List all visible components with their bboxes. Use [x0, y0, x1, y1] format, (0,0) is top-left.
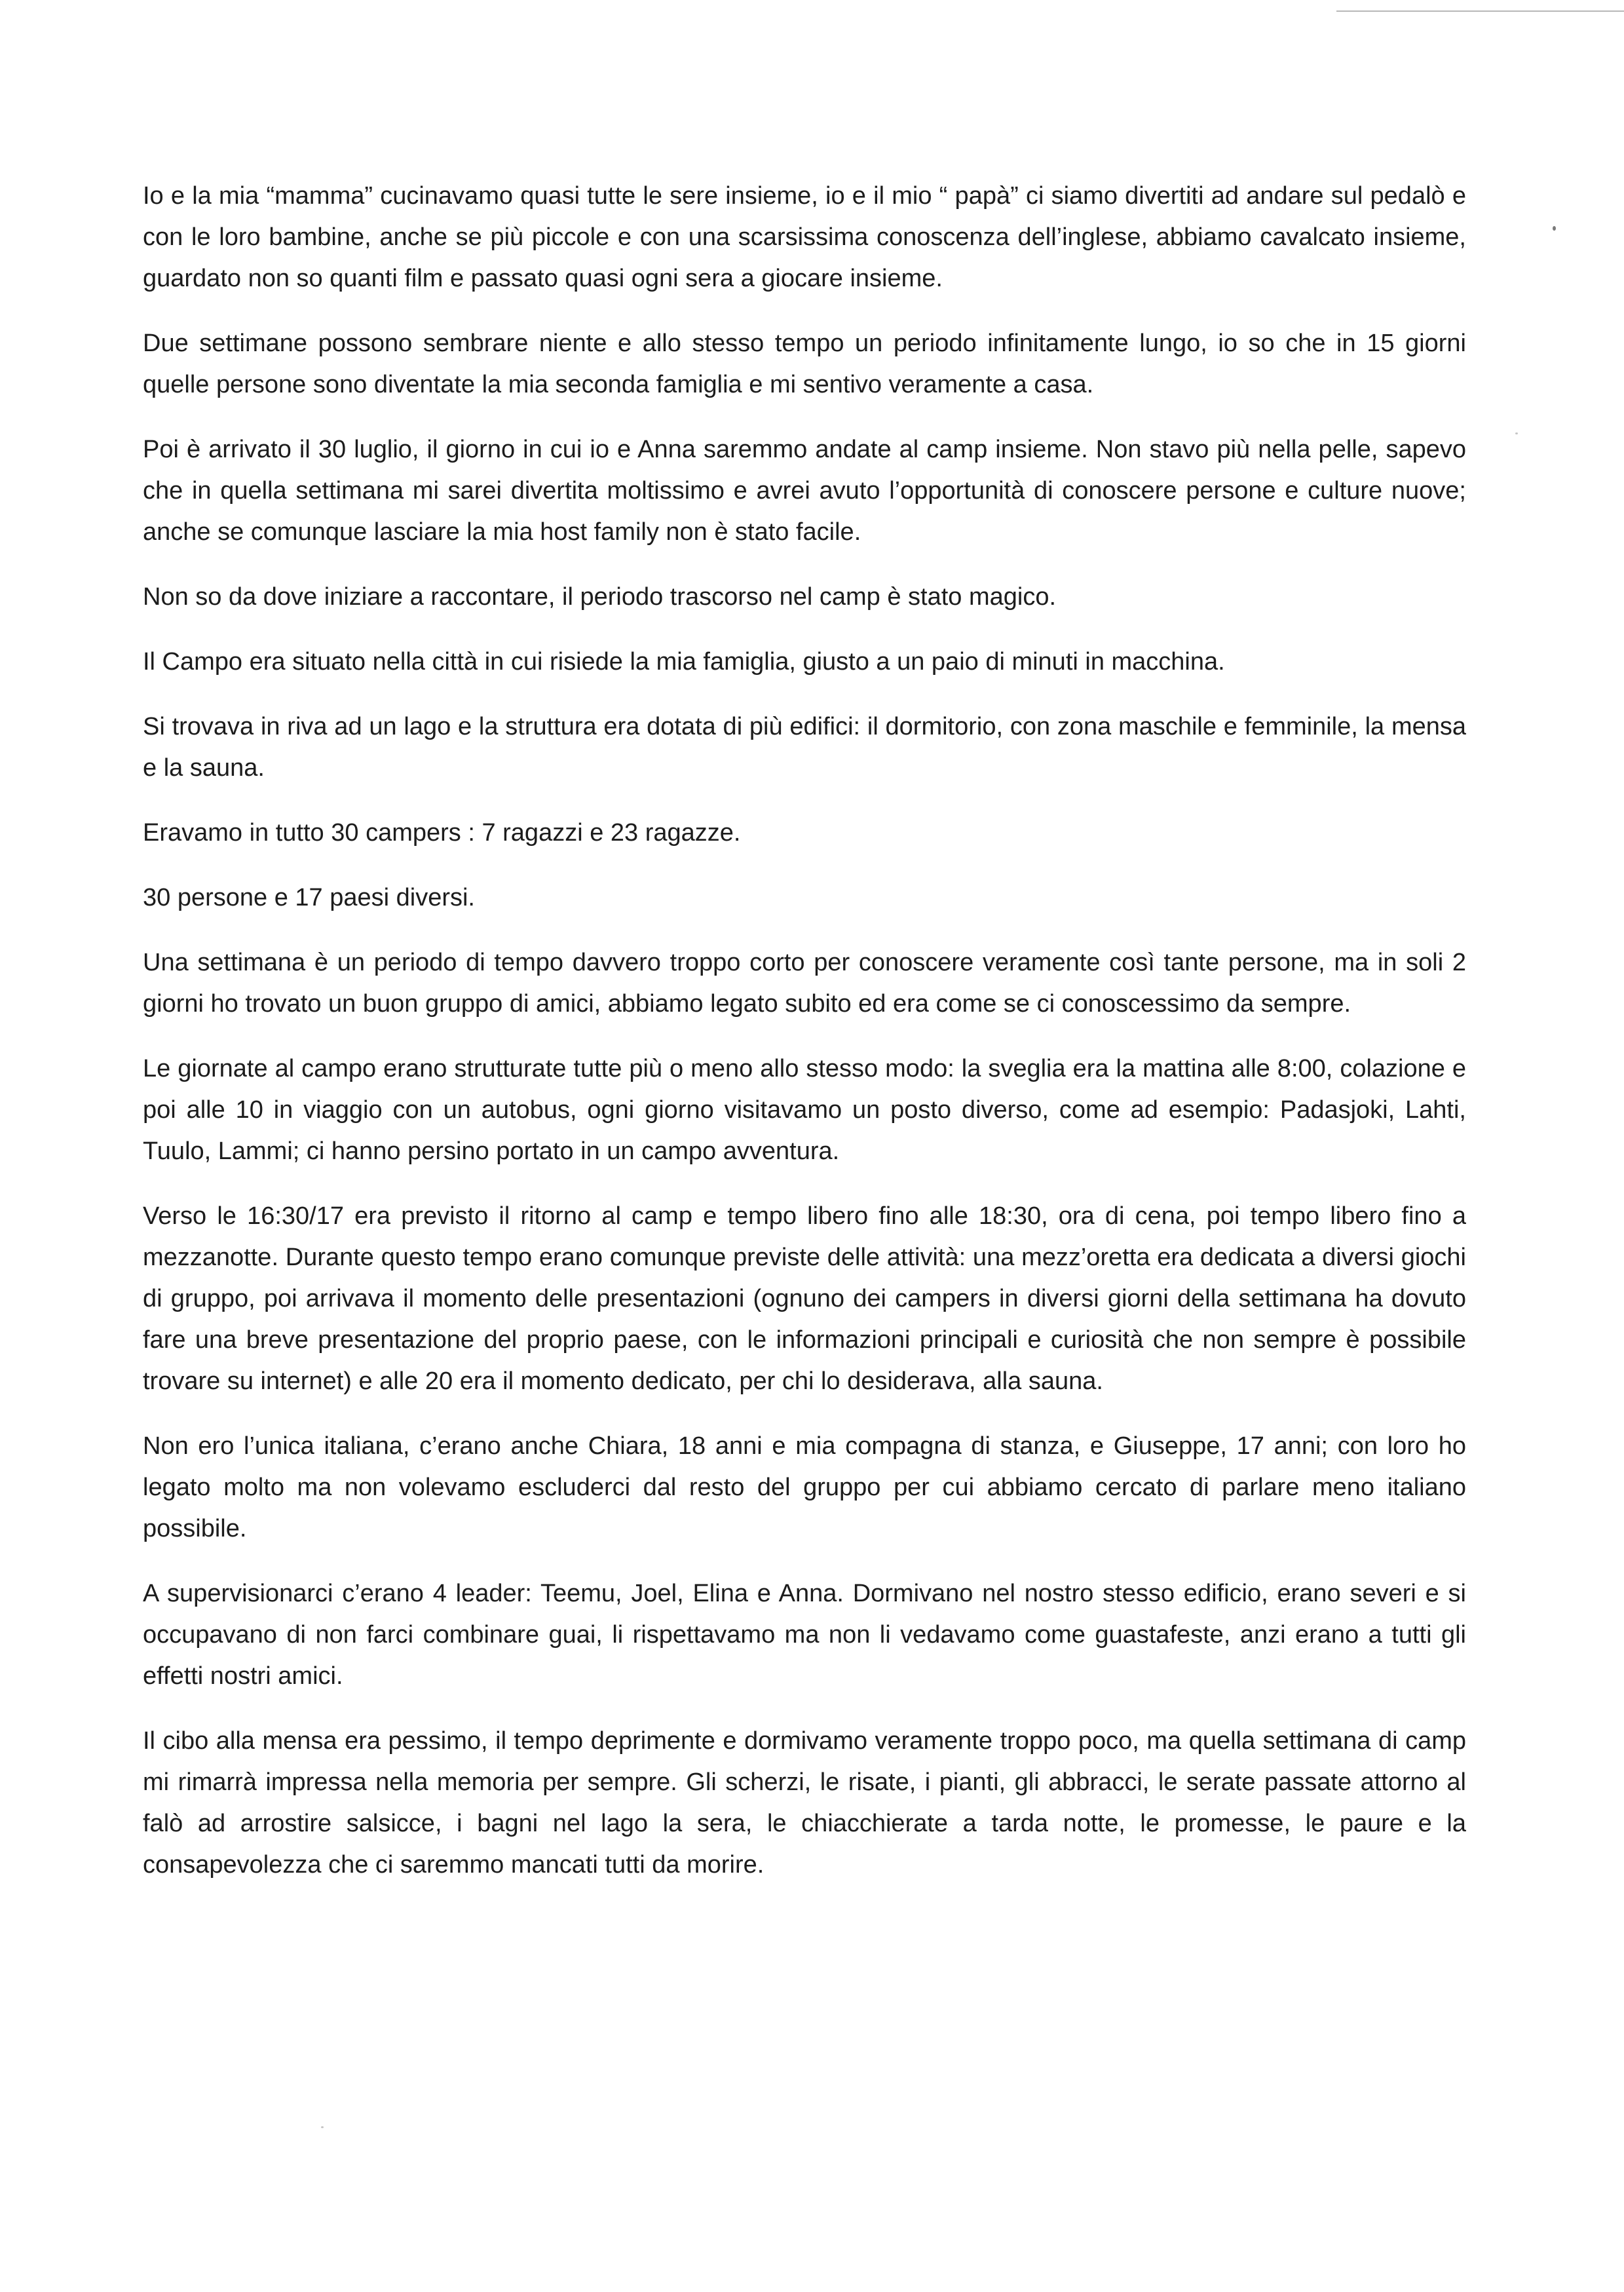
- paragraph-11: Verso le 16:30/17 era previsto il ritorno al camp e tempo libero fino alle 18:30, ora di cena, poi tempo libero fino a mezzanotte. Durante questo tempo erano comunque previste delle attività: una mezz’oretta era dedicata a diversi giochi di gruppo, poi arrivava il momento delle presentazioni (ognuno dei campers in diversi giorni della settimana ha dovuto fare una breve presentazione del proprio paese, con le informazioni principali e curiosità che non sempre è possibile trovare su internet) e alle 20 era il momento dedicato, per chi lo desiderava, alla sauna.: [143, 1202, 1466, 1395]
- scan-speck: [1515, 432, 1518, 434]
- paragraph-9: Una settimana è un periodo di tempo davvero troppo corto per conoscere veramente così tante persone, ma in soli 2 giorni ho trovato un buon gruppo di amici, abbiamo legato subito ed era come se ci conoscessimo da sempre.: [143, 949, 1466, 1018]
- scan-speck: [321, 2126, 324, 2128]
- paragraph-4: Non so da dove iniziare a raccontare, il periodo trascorso nel camp è stato magico.: [143, 583, 1057, 611]
- paragraph-2: Due settimane possono sembrare niente e allo stesso tempo un periodo infinitamente lungo, io so che in 15 giorni quelle persone sono diventate la mia seconda famiglia e mi sentivo veramente a casa.: [143, 330, 1466, 398]
- scan-speck: [1553, 226, 1556, 231]
- paragraph-6: Si trovava in riva ad un lago e la struttura era dotata di più edifici: il dormitorio, con zona maschile e femminile, la mensa e la sauna.: [143, 713, 1466, 782]
- paragraph-10: Le giornate al campo erano strutturate tutte più o meno allo stesso modo: la sveglia era la mattina alle 8:00, colazione e poi alle 10 in viaggio con un autobus, ogni giorno visitavamo un posto diverso, come ad esempio: Padasjoki, Lahti, Tuulo, Lammi; ci hanno persino portato in un campo avventura.: [143, 1055, 1466, 1165]
- paragraph-3: Poi è arrivato il 30 luglio, il giorno in cui io e Anna saremmo andate al camp insieme. Non stavo più nella pelle, sapevo che in quella settimana mi sarei divertita moltissimo e avrei avuto l’opportunità di conoscere persone e culture nuove; anche se comunque lasciare la mia host family non è stato facile.: [143, 436, 1466, 546]
- paragraph-7: Eravamo in tutto 30 campers : 7 ragazzi e 23 ragazze.: [143, 819, 741, 847]
- body-text: [143, 176, 1466, 1909]
- paragraph-13: A supervisionarci c’erano 4 leader: Teemu, Joel, Elina e Anna. Dormivano nel nostro stesso edificio, erano severi e si occupavano di non farci combinare guai, li rispettavamo ma non li vedavamo come guastafeste, anzi erano a tutti gli effetti nostri amici.: [143, 1580, 1466, 1690]
- paragraph-14: Il cibo alla mensa era pessimo, il tempo deprimente e dormivamo veramente troppo poco, ma quella settimana di camp mi rimarrà impressa nella memoria per sempre. Gli scherzi, le risate, i pianti, gli abbracci, le serate passate attorno al falò ad arrostire salsicce, i bagni nel lago la sera, le chiacchierate a tarda notte, le promesse, le paure e la consapevolezza che ci saremmo mancati tutti da morire.: [143, 1727, 1466, 1879]
- paragraph-5: Il Campo era situato nella città in cui risiede la mia famiglia, giusto a un paio di minuti in macchina.: [143, 648, 1225, 676]
- paragraph-12: Non ero l’unica italiana, c’erano anche Chiara, 18 anni e mia compagna di stanza, e Giuseppe, 17 anni; con loro ho legato molto ma non volevamo escluderci dal resto del gruppo per cui abbiamo cercato di parlare meno italiano possibile.: [143, 1432, 1466, 1542]
- scan-edge-line: [1336, 10, 1624, 12]
- paragraph-8: 30 persone e 17 paesi diversi.: [143, 884, 475, 911]
- paragraph-1: Io e la mia “mamma” cucinavamo quasi tutte le sere insieme, io e il mio “ papà” ci siamo divertiti ad andare sul pedalò e con le loro bambine, anche se più piccole e con una scarsissima conoscenza dell’inglese, abbiamo cavalcato insieme, guardato non so quanti film e passato quasi ogni sera a giocare insieme.: [143, 182, 1466, 292]
